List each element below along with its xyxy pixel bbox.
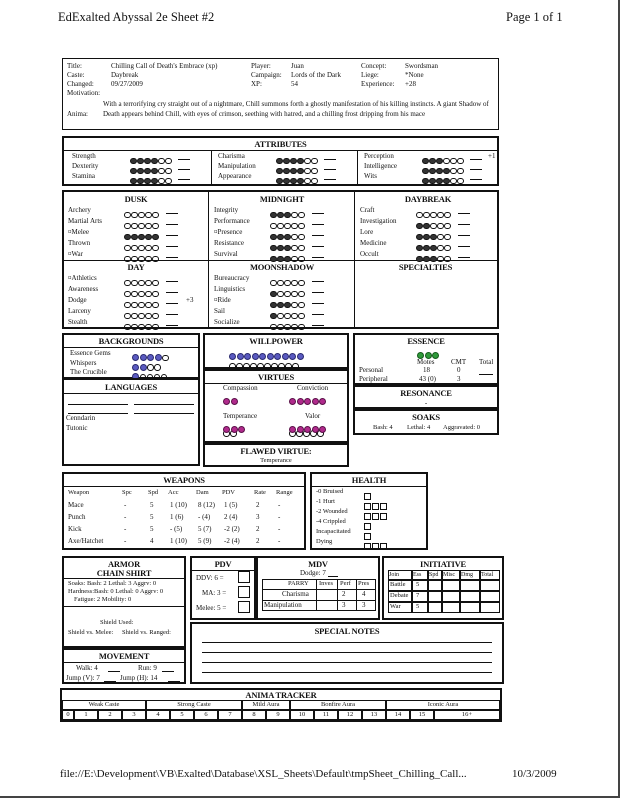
weapon-column-header: Weapon	[68, 489, 90, 496]
dot	[457, 178, 464, 185]
ability-name: Integrity	[214, 206, 239, 214]
anima-level-label: 16+	[461, 711, 473, 718]
ability-name: Performance	[214, 217, 250, 225]
initiative-row-label: Debate	[390, 592, 409, 599]
ability-name: Sail	[214, 307, 225, 315]
dot	[223, 398, 230, 405]
weapon-stat: -2 (4)	[224, 537, 240, 545]
sheet-title: EdExalted Abyssal 2e Sheet #2	[58, 10, 215, 24]
attributes-heading: ATTRIBUTES	[254, 139, 307, 149]
initiative-essence: 7	[416, 592, 420, 599]
weapon-column-header: PDV	[222, 489, 236, 496]
dot	[138, 324, 145, 331]
anima-level-label: 8	[252, 711, 256, 718]
weapon-stat: -	[278, 501, 281, 509]
weapon-stat: 5	[150, 525, 154, 533]
ability-name: Linguistics	[214, 285, 246, 293]
dot	[231, 398, 238, 405]
flawed-virtue-heading: FLAWED VIRTUE:	[240, 446, 312, 456]
initiative-cell	[428, 602, 442, 613]
willpower-section	[203, 333, 349, 369]
dot	[283, 178, 290, 185]
weapon-stat: 2	[256, 525, 260, 533]
changed-date: 09/27/2009	[111, 80, 143, 88]
health-level: Dying	[316, 538, 333, 545]
weapon-stat: - (4)	[198, 513, 211, 521]
anima-level-label: 13	[370, 711, 378, 718]
weapon-stat: 5	[150, 513, 154, 521]
weapon-stat: 1 (10)	[170, 501, 187, 509]
dot	[144, 178, 151, 185]
dot	[312, 426, 319, 433]
attribute-dots	[422, 173, 464, 189]
resonance-heading: RESONANCE	[400, 388, 452, 398]
dot	[297, 178, 304, 185]
armor-fatigue: Fatigue: 2 Mobility: 0	[74, 596, 132, 603]
peripheral-motes: 43 (0)	[419, 375, 436, 383]
dot	[158, 178, 165, 185]
initiative-column-header: Spd	[429, 572, 439, 578]
essence-section: ESSENCE Motes CMT Total Personal 18 0 Peripheral 43 (0) 3	[353, 333, 499, 385]
movement-heading: MOVEMENT	[98, 651, 150, 661]
attribute-name: Dexterity	[72, 162, 99, 170]
mdv-section: MDV Dodge: 7 PARRY Inves Perf Pres Charisma 2 4 Manipulation 3 3	[256, 556, 380, 620]
weapon-stat: -	[124, 537, 127, 545]
ability-name: Martial Arts	[68, 217, 103, 225]
ability-name: ¤War	[68, 250, 83, 258]
initiative-cell	[460, 591, 480, 602]
jump-vertical: Jump (V): 7	[66, 674, 100, 682]
ability-name: ¤Athletics	[68, 274, 97, 282]
weapon-stat: 2	[256, 501, 260, 509]
soaks-section	[353, 409, 499, 435]
ma-pdv: MA: 3 =	[202, 589, 227, 597]
movement-section	[62, 648, 186, 684]
anima-level-label: 4	[156, 711, 160, 718]
anima-description: With a terrorifying cry straight out of a nightmare, Chill summons forth a ghostly manifestation of his killing instincts. A giant Shadow of Death appears behind Chill, with eyes of crimson, seething with hatred, and a chilling frost dripping from his mace	[103, 100, 489, 118]
dot	[231, 426, 238, 433]
weapon-stat: 5	[150, 501, 154, 509]
dot	[311, 178, 318, 185]
language-1: Cenndarin	[66, 414, 96, 422]
ability-name: Socialize	[214, 318, 240, 326]
anima-group-label: Iconic Aura	[427, 701, 459, 708]
attribute-name: Strength	[72, 152, 96, 160]
initiative-column-header: Join	[389, 572, 400, 578]
ability-name: Occult	[360, 250, 379, 258]
initiative-cell	[442, 591, 460, 602]
armor-soaks: Soaks: Bash: 2 Lethal: 3 Aggrv: 0	[68, 580, 157, 587]
pdv-heading: PDV	[214, 559, 232, 569]
peripheral-cmt: 3	[457, 375, 461, 383]
initiative-column-header: Total	[481, 572, 494, 578]
backgrounds-section	[62, 333, 200, 379]
weapon-stat: -2 (2)	[224, 525, 240, 533]
initiative-cell	[428, 580, 442, 591]
health-level: -2 Wounded	[316, 508, 348, 515]
day-heading: DAY	[127, 262, 145, 272]
ability-name: Thrown	[68, 239, 91, 247]
initiative-cell	[460, 580, 480, 591]
weapon-stat: -	[124, 501, 127, 509]
dot	[304, 178, 311, 185]
weapon-column-header: Acc	[168, 489, 179, 496]
weapon-stat: 2	[256, 537, 260, 545]
weapon-stat: 3	[256, 513, 260, 521]
ability-name: Lore	[360, 228, 374, 236]
moonshadow-heading: MOONSHADOW	[249, 262, 315, 272]
dot	[238, 426, 245, 433]
initiative-essence: 5	[416, 581, 420, 588]
weapon-stat: 1 (10)	[170, 537, 187, 545]
ability-name: ¤Melee	[68, 228, 89, 236]
weapon-name: Punch	[68, 513, 86, 521]
dot	[298, 324, 305, 331]
initiative-section	[382, 556, 504, 620]
caste-value: Daybreak	[111, 71, 139, 79]
anima-level-label: 1	[84, 711, 88, 718]
initiative-cell	[412, 602, 428, 613]
personal-cmt: 0	[457, 366, 461, 374]
ability-name: Larceny	[68, 307, 91, 315]
dot	[289, 398, 296, 405]
weapon-name: Mace	[68, 501, 84, 509]
anima-group-label: Mild Aura	[252, 701, 280, 708]
health-level: -0 Bruised	[316, 488, 344, 495]
health-heading: HEALTH	[351, 475, 387, 485]
anima-group-label: Bonfire Aura	[320, 701, 356, 708]
xp-value: 54	[291, 80, 298, 88]
initiative-cell	[442, 602, 460, 613]
health-section	[310, 472, 428, 550]
dot	[152, 324, 159, 331]
anima-level-label: 2	[108, 711, 112, 718]
health-level: -1 Hurt	[316, 498, 335, 505]
anima-level-label: 10	[298, 711, 306, 718]
initiative-cell	[480, 602, 500, 613]
weapon-name: Kick	[68, 525, 82, 533]
dot	[270, 324, 277, 331]
weapon-stat: 8 (12)	[198, 501, 215, 509]
initiative-row-label: War	[390, 603, 401, 610]
flawed-virtue-section	[203, 443, 349, 467]
languages-heading: LANGUAGES	[104, 382, 158, 392]
anima-group-label: Weak Caste	[88, 701, 120, 708]
armor-heading: ARMOR	[107, 559, 141, 569]
ability-name: Resistance	[214, 239, 244, 247]
weapon-column-header: Range	[276, 489, 293, 496]
dot	[284, 324, 291, 331]
health-level: Incapacitated	[316, 528, 351, 535]
shield-used: Shield Used:	[100, 619, 134, 626]
dot	[277, 324, 284, 331]
dot	[165, 178, 172, 185]
weapon-column-header: Dam	[196, 489, 209, 496]
resonance-section	[353, 385, 499, 409]
armor-section	[62, 556, 186, 648]
weapon-stat: -	[278, 513, 281, 521]
background-name: Whispers	[70, 358, 97, 367]
initiative-row-label: Battle	[390, 581, 406, 588]
dot	[276, 178, 283, 185]
attributes-section	[62, 136, 499, 186]
anima-level-label: 12	[346, 711, 354, 718]
dot	[151, 178, 158, 185]
dot	[289, 426, 296, 433]
dot	[223, 426, 230, 433]
weapon-stat: -	[124, 513, 127, 521]
dot	[124, 324, 131, 331]
dot	[429, 178, 436, 185]
dot	[131, 324, 138, 331]
weapon-stat: 5 (9)	[198, 537, 212, 545]
print-date: 10/3/2009	[512, 768, 557, 780]
armor-name: CHAIN SHIRT	[96, 568, 152, 578]
shield-melee: Shield vs. Melee:	[68, 629, 114, 636]
jump-horizontal: Jump (H): 14	[120, 674, 158, 682]
background-name: The Crucible	[70, 368, 107, 376]
anima-level-label: 9	[276, 711, 280, 718]
dot	[443, 178, 450, 185]
pdv-section	[190, 556, 256, 620]
health-level: -4 Crippled	[316, 518, 346, 525]
ability-name: ¤Ride	[214, 296, 231, 304]
initiative-cell	[428, 591, 442, 602]
weapon-column-header: Spc	[122, 489, 132, 496]
dot	[450, 178, 457, 185]
anima-group-label: Strong Caste	[177, 701, 211, 708]
ability-name: Awareness	[68, 285, 99, 293]
dot	[291, 324, 298, 331]
attribute-dots	[276, 173, 318, 189]
ddv-value: DDV: 6 =	[196, 574, 224, 582]
ability-bonus: +3	[186, 296, 194, 304]
weapon-column-header: Spd	[148, 489, 159, 496]
weapon-stat: 1 (5)	[224, 501, 238, 509]
character-info-section: Title: Chilling Call of Death's Embrace (xp) Caste: Daybreak Changed: 09/27/2009 Motivation: Player: Juan Campaign: Lords of the Dark XP: 54 Concept: Swordsman Liege: *None Experience: +28 Anima: With a terrorifying cry straight out of a nightmare, Chill summons forth a ghostly manifestation of his killing instincts. A giant Shadow of Death appears behind Chill, with eyes of crimson, seething with hatred, and a chilling frost dripping from his mace	[62, 58, 499, 130]
dot	[319, 398, 326, 405]
dot	[297, 398, 304, 405]
dot	[422, 178, 429, 185]
initiative-cell	[412, 591, 428, 602]
initiative-column-header: Ess	[413, 572, 422, 578]
resonance-value: -	[424, 399, 428, 407]
experience-value: +28	[405, 80, 416, 88]
weapons-heading: WEAPONS	[163, 475, 205, 485]
initiative-cell	[412, 580, 428, 591]
attribute-bonus: +1	[488, 152, 496, 160]
health-boxes	[364, 538, 388, 554]
soak-lethal: Lethal: 4	[407, 424, 431, 431]
weapon-name: Axe/Hatchet	[68, 537, 104, 545]
initiative-cell	[480, 580, 500, 591]
dot	[290, 178, 297, 185]
run-speed: Run: 9	[138, 664, 157, 672]
attribute-name: Manipulation	[218, 162, 256, 170]
dot	[319, 426, 326, 433]
dot	[304, 426, 311, 433]
dot	[162, 355, 169, 362]
mdv-heading: MDV	[308, 559, 328, 569]
melee-pdv: Melee: 5 =	[196, 604, 227, 612]
anima-level-label: 0	[66, 711, 70, 718]
soak-aggravated: Aggravated: 0	[443, 424, 481, 431]
dot	[297, 426, 304, 433]
ability-name: Dodge	[68, 296, 87, 304]
weapons-section	[62, 472, 306, 550]
ability-name: Bureaucracy	[214, 274, 250, 282]
dot	[145, 324, 152, 331]
anima-level-label: 5	[180, 711, 184, 718]
anima-level-label: 15	[418, 711, 426, 718]
attribute-name: Intelligence	[364, 162, 398, 170]
attribute-dots	[130, 173, 172, 189]
attribute-name: Wits	[364, 172, 377, 180]
anima-level-label: 14	[394, 711, 402, 718]
weapon-stat: - (5)	[170, 525, 183, 533]
attribute-name: Charisma	[218, 152, 245, 160]
dot	[137, 178, 144, 185]
initiative-cell	[480, 591, 500, 602]
weapon-column-header: Rate	[254, 489, 266, 496]
anima-level-label: 11	[322, 711, 330, 718]
ability-name: ¤Presence	[214, 228, 243, 236]
ability-name: Investigation	[360, 217, 397, 225]
concept-value: Swordsman	[405, 62, 439, 70]
ability-name: Stealth	[68, 318, 88, 326]
ability-name: Craft	[360, 206, 375, 214]
mdv-dodge: Dodge: 7	[300, 569, 326, 577]
special-notes-section	[190, 622, 504, 684]
essence-heading: ESSENCE	[407, 336, 445, 346]
attribute-name: Appearance	[218, 172, 252, 180]
ability-name: Survival	[214, 250, 238, 258]
dot	[312, 398, 319, 405]
virtues-heading: VIRTUES	[257, 372, 295, 382]
walk-speed: Walk: 4	[76, 664, 98, 672]
backgrounds-heading: BACKGROUNDS	[98, 336, 164, 346]
anima-tracker-section	[60, 688, 502, 722]
midnight-heading: MIDNIGHT	[259, 194, 305, 204]
attribute-name: Perception	[364, 152, 394, 160]
character-title: Chilling Call of Death's Embrace (xp)	[111, 62, 218, 70]
weapon-stat: -	[278, 537, 281, 545]
armor-hardness: Hardness:Bash: 0 Lethal: 0 Aggrv: 0	[68, 588, 164, 595]
page-number: Page 1 of 1	[506, 10, 563, 24]
campaign-value: Lords of the Dark	[291, 71, 341, 79]
willpower-heading: WILLPOWER	[249, 336, 303, 346]
ability-name: Archery	[68, 206, 91, 214]
weapon-stat: 5 (7)	[198, 525, 212, 533]
dot	[304, 398, 311, 405]
initiative-essence: 5	[416, 603, 420, 610]
special-notes-heading: SPECIAL NOTES	[314, 626, 380, 636]
weapon-stat: 1 (6)	[170, 513, 184, 521]
flawed-virtue-value: Temperance	[260, 457, 292, 464]
virtues-section: VIRTUES Compassion Conviction Temperance Valor	[203, 369, 349, 443]
ability-name: Medicine	[360, 239, 387, 247]
attribute-name: Stamina	[72, 172, 95, 180]
anima-tracker-heading: ANIMA TRACKER	[245, 690, 317, 700]
shield-ranged: Shield vs. Ranged:	[122, 629, 171, 636]
abilities-section	[62, 190, 499, 329]
background-name: Essence Gems	[70, 349, 111, 357]
initiative-column-header: Dmg	[461, 572, 473, 578]
weapon-stat: -	[278, 525, 281, 533]
dot	[130, 178, 137, 185]
language-2: Tutonic	[66, 424, 88, 432]
initiative-cell	[460, 602, 480, 613]
daybreak-heading: DAYBREAK	[404, 194, 452, 204]
file-path: file://E:\Development\VB\Exalted\Database\XSL_Sheets\Default\tmpSheet_Chilling_Call...	[60, 768, 467, 780]
specialties-heading: SPECIALTIES	[398, 262, 453, 272]
player-value: Juan	[291, 62, 304, 70]
soaks-heading: SOAKS	[412, 412, 440, 422]
dot	[145, 256, 152, 263]
personal-motes: 18	[423, 366, 430, 374]
soak-bash: Bash: 4	[373, 424, 393, 431]
initiative-cell	[442, 580, 460, 591]
weapon-stat: 2 (4)	[224, 513, 238, 521]
initiative-column-header: Misc	[443, 572, 455, 578]
initiative-heading: INITIATIVE	[419, 559, 467, 569]
weapon-stat: -	[124, 525, 127, 533]
anima-level-label: 3	[132, 711, 136, 718]
weapon-stat: 4	[150, 537, 154, 545]
liege-value: *None	[405, 71, 424, 79]
dusk-heading: DUSK	[124, 194, 148, 204]
dot	[152, 256, 159, 263]
anima-level-label: 6	[204, 711, 208, 718]
languages-section	[62, 378, 200, 466]
dot	[436, 178, 443, 185]
anima-level-label: 7	[228, 711, 232, 718]
